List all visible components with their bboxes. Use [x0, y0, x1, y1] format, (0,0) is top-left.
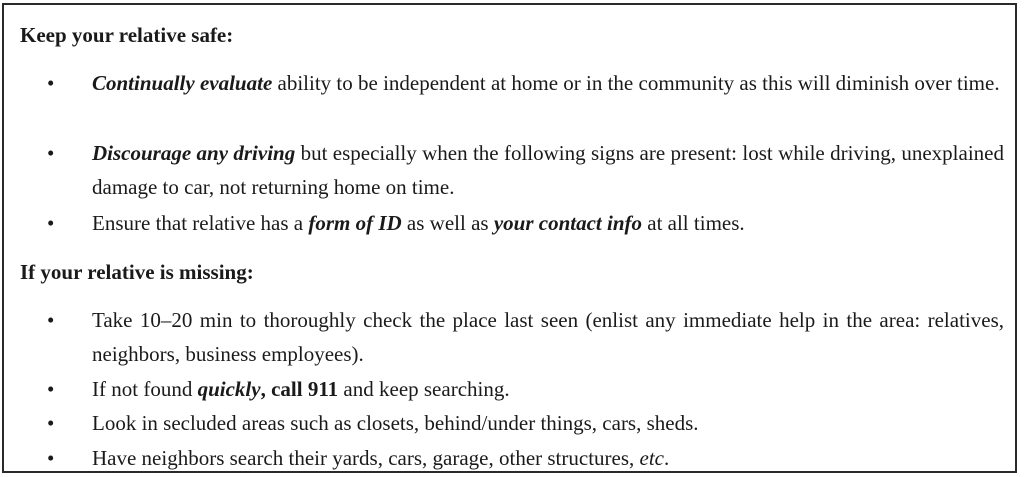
section-heading-missing: If your relative is missing:: [20, 260, 254, 284]
bullet-icon: •: [47, 377, 55, 401]
section-heading-safe: Keep your relative safe:: [20, 23, 234, 47]
list-item-text: Have neighbors search their yards, cars, garage, other structures, etc.: [92, 446, 670, 470]
bullet-icon: •: [47, 211, 55, 235]
bullet-icon: •: [47, 411, 55, 435]
list-item-text: Discourage any driving but especially when the following signs are present: lost while driving, unexplained damage to car, not returning home on time.: [92, 141, 1004, 199]
list-item-text: Continually evaluate ability to be independent at home or in the community as this will diminish over time.: [92, 71, 1000, 95]
bullet-icon: •: [47, 308, 55, 332]
list-item-text: Look in secluded areas such as closets, behind/under things, cars, sheds.: [92, 411, 699, 435]
list-item-text: Ensure that relative has a form of ID as well as your contact info at all times.: [92, 211, 745, 235]
list-item-text: If not found quickly, call 911 and keep searching.: [92, 377, 510, 401]
bullet-icon: •: [47, 446, 55, 470]
list-item-text: Take 10–20 min to thoroughly check the place last seen (enlist any immediate help in the area: relatives, neighbors, business employees).: [92, 308, 1004, 366]
safety-tips-box: [2, 3, 1017, 473]
bullet-icon: •: [47, 141, 55, 165]
bullet-icon: •: [47, 71, 55, 95]
